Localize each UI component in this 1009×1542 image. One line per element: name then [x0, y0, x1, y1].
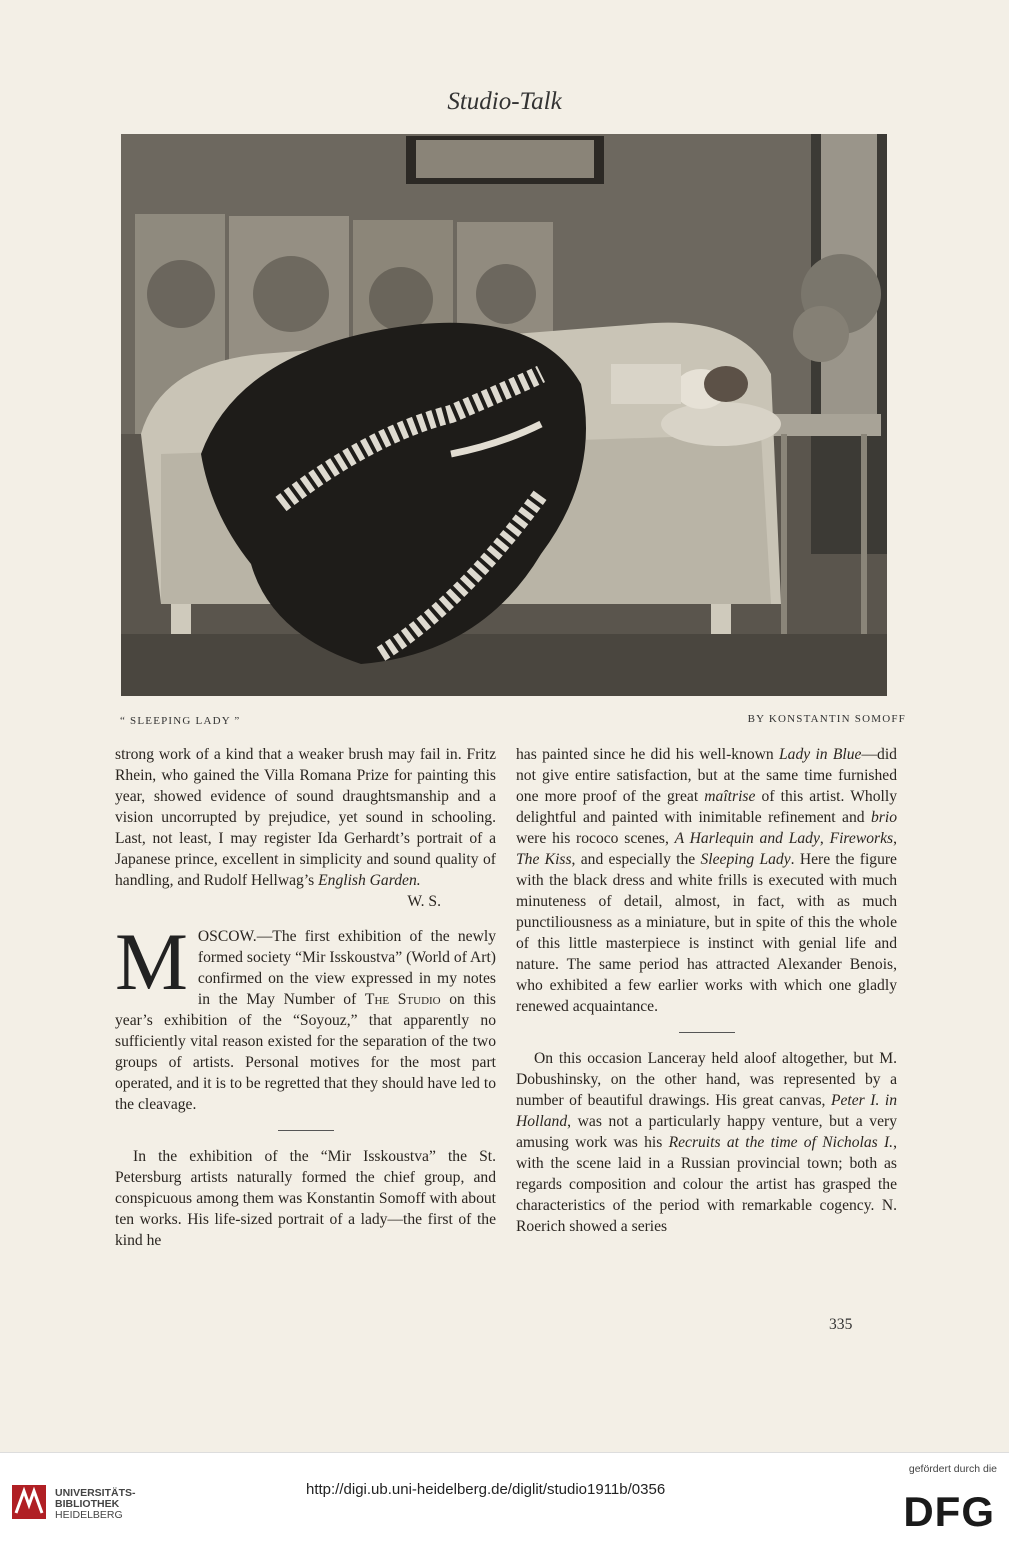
italic-title: Sleeping Lady — [700, 851, 791, 868]
paragraph-text: , — [893, 830, 898, 847]
paragraph-text: OSCOW.—The first exhibition of the newly formed society “Mir Isskoustva” (World of Art) confirmed on the view expressed in my notes in the May Number of — [197, 928, 496, 1008]
paragraph-text: —did not give entire satisfaction, but at the same time furnished one more proof of the great — [516, 746, 897, 805]
permalink-url[interactable]: http://digi.ub.uni-heidelberg.de/diglit/studio1911b/0356 — [306, 1481, 666, 1498]
paragraph-text: , — [819, 830, 830, 847]
italic-term: brio — [871, 809, 897, 826]
italic-title: Lady in Blue — [779, 746, 862, 763]
paragraph-text: were his rococo scenes, — [516, 830, 675, 847]
author-signature: W. S. — [407, 893, 441, 910]
library-name — [55, 1488, 136, 1521]
paragraph — [115, 1146, 496, 1251]
library-name-line: UNIVERSITÄTS- — [55, 1487, 136, 1499]
italic-title: Recruits at the time of Nicholas I. — [668, 1134, 894, 1151]
running-head: Studio-Talk — [447, 88, 562, 115]
funding-label: gefördert durch die — [908, 1463, 997, 1475]
library-name-line: BIBLIOTHEK — [55, 1498, 120, 1510]
paragraph — [115, 916, 497, 1115]
italic-term: maîtrise — [704, 788, 756, 805]
italic-title: The Kiss — [516, 851, 572, 868]
digitization-footer — [0, 1452, 1009, 1542]
paragraph-text: on this year’s exhibition of the “Soyouz,” that apparently no sufficiently vital reason existed for the separation of the two groups of artists. Personal motives for the most part operated, and it is to be regretted that they should have led to the cleavage. — [115, 991, 497, 1113]
university-library-logo-icon — [12, 1485, 46, 1519]
paragraph-text: strong work of a kind that a weaker brush may fail in. Fritz Rhein, who gained the Villa Romana Prize for painting this year, showed evidence of sound draughtsmanship and a vision uncorrupted by prejudice, yet sound in schooling. Last, not least, I may register Ida Gerhardt’s portrait of a Japanese prince, excellent in simplicity and sound quality of handling, and Rudolf Hellwag’s — [115, 746, 496, 889]
page-number: 335 — [829, 1316, 853, 1333]
library-name-line: HEIDELBERG — [55, 1509, 123, 1521]
paragraph — [516, 1048, 897, 1237]
section-rule — [679, 1032, 735, 1033]
magazine-name: The Studio — [364, 991, 441, 1008]
painting-plate — [121, 134, 887, 696]
drop-cap: M — [115, 916, 188, 1007]
paragraph-text: of this artist. Wholly delightful and painted with inimitable refinement and — [516, 788, 897, 826]
section-rule — [278, 1130, 334, 1131]
plate-caption-title: “ SLEEPING LADY ” — [120, 715, 241, 727]
italic-title: English Garden. — [318, 872, 421, 889]
paragraph-text: . Here the figure with the black dress and white frills is executed with much minuteness of detail, almost, in fact, with as much punctiliousness as a miniature, but in spite of this the whole of this little masterpiece is instinct with genial life and nature. The same period has attracted Alexander Benois, who exhibited a few earlier works with which one gladly renewed acquaintance. — [516, 851, 897, 1015]
italic-title: A Harlequin and Lady — [674, 830, 820, 847]
paragraph-text: In the exhibition of the “Mir Isskoustva” the St. Petersburg artists naturally formed the chief group, and conspicuous among them was Konstantin Somoff with about ten works. His life-sized portrait of a lady—the first of the kind he — [115, 1148, 496, 1249]
paragraph-text: has painted since he did his well-known — [516, 746, 779, 763]
paragraph — [516, 744, 897, 1017]
left-column — [115, 744, 496, 1251]
dfg-logo: DFG — [903, 1488, 995, 1535]
paragraph-text: , with the scene laid in a Russian provincial town; both as regards composition and colour the artist has grasped the characteristics of the period with remarkable cogency. N. Roerich showed a series — [516, 1134, 897, 1235]
italic-title: Peter I. in Holland — [516, 1092, 897, 1130]
italic-title: Fireworks — [829, 830, 894, 847]
plate-caption-artist: BY KONSTANTIN SOMOFF — [747, 713, 906, 725]
paragraph-text: , was not a particularly happy venture, but a very amusing work was his — [516, 1113, 897, 1151]
paragraph-text: , and especially the — [571, 851, 701, 868]
sleeping-lady-painting — [121, 134, 887, 696]
right-column — [516, 744, 897, 1237]
signature-row — [115, 891, 496, 912]
paragraph — [115, 744, 496, 891]
paragraph-text: On this occasion Lanceray held aloof altogether, but M. Dobushinsky, on the other hand, was represented by a number of beautiful drawings. His great canvas, — [516, 1050, 897, 1109]
